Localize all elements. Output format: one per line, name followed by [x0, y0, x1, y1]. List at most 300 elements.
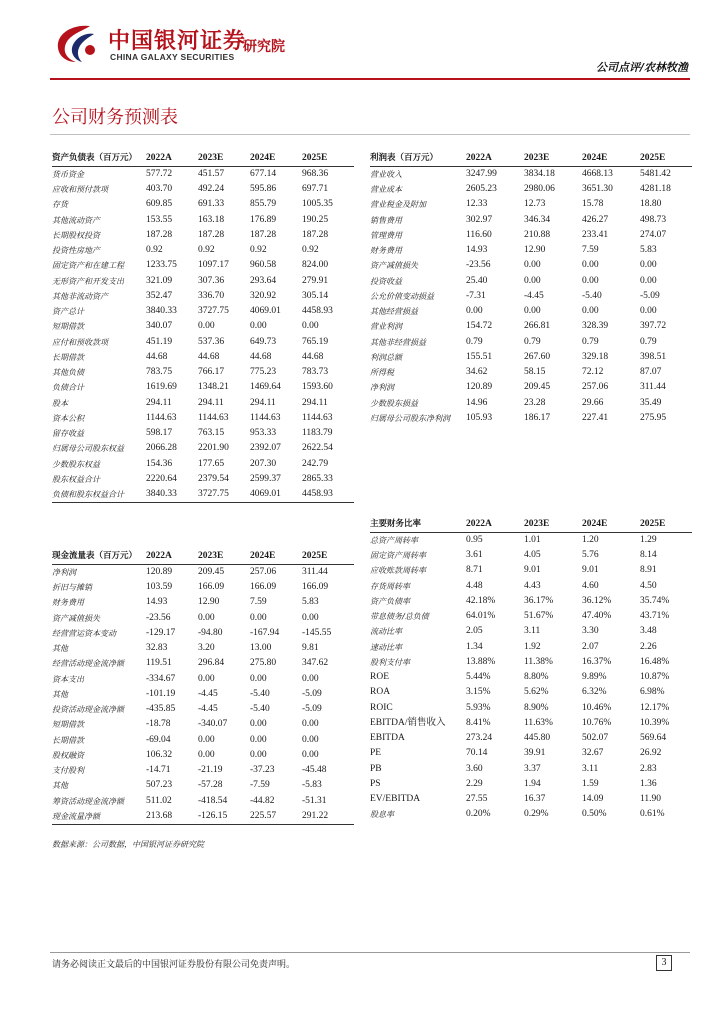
row-label-cell: 短期借款 — [52, 322, 84, 332]
value-cell: 177.65 — [198, 458, 225, 469]
row-label-cell: 带息债务/总负债 — [370, 612, 429, 622]
table-title-cell: 主要财务比率 — [370, 517, 466, 533]
row-label-cell: PB — [370, 763, 382, 774]
value-cell: 783.73 — [302, 367, 329, 378]
value-cell: 511.02 — [146, 795, 172, 806]
value-cell: 0.00 — [582, 275, 599, 286]
row-label-cell: 财务费用 — [52, 598, 84, 608]
value-cell: -5.40 — [250, 688, 270, 699]
value-cell: 3840.33 — [146, 306, 177, 317]
row-label-cell: 资产总计 — [52, 307, 84, 317]
value-cell: 3727.75 — [198, 306, 229, 317]
table-row — [370, 365, 692, 380]
value-cell: 0.00 — [302, 749, 319, 760]
value-cell: 569.64 — [640, 733, 667, 744]
row-label-cell: 资产负债率 — [370, 596, 410, 606]
table-row — [370, 533, 692, 549]
value-cell: 4069.01 — [250, 487, 302, 503]
row-label-cell: 股本 — [52, 398, 68, 408]
value-cell: 266.81 — [524, 321, 551, 332]
value-cell: 51.67% — [524, 611, 554, 622]
value-cell: 12.90 — [524, 245, 546, 256]
value-cell: 1144.63 — [302, 412, 333, 423]
value-cell: -37.23 — [250, 765, 275, 776]
value-cell: 398.51 — [640, 351, 667, 362]
row-label-cell: 资产减值损失 — [52, 613, 100, 623]
table-row — [370, 685, 692, 700]
value-cell: 36.12% — [582, 595, 612, 606]
value-cell: 10.46% — [582, 702, 612, 713]
value-cell: 275.80 — [250, 658, 277, 669]
row-label-cell: 股息率 — [370, 810, 394, 820]
value-cell: 3.48 — [640, 626, 657, 637]
table-row — [370, 594, 692, 609]
table-row — [52, 487, 354, 503]
row-label-cell: 经营活动现金流净额 — [52, 659, 124, 669]
table-row — [52, 565, 354, 581]
value-cell: 166.09 — [198, 582, 225, 593]
cash-flow-table — [52, 549, 354, 825]
value-cell: -44.82 — [250, 795, 275, 806]
value-cell: 766.17 — [198, 367, 225, 378]
value-cell: 1.29 — [640, 535, 657, 545]
value-cell: 0.00 — [466, 306, 483, 317]
value-cell: 34.62 — [466, 367, 488, 378]
table-header-row — [370, 517, 692, 533]
value-cell: 346.34 — [524, 214, 551, 225]
value-cell: 0.79 — [524, 336, 541, 347]
table-row — [370, 624, 692, 639]
row-label-cell: 所得税 — [370, 368, 394, 378]
value-cell: 294.11 — [146, 397, 172, 408]
value-cell: 8.14 — [640, 550, 657, 561]
value-cell: 105.93 — [466, 412, 493, 423]
row-label-cell: 筹资活动现金流净额 — [52, 796, 124, 806]
row-label-cell: 存货 — [52, 200, 68, 210]
value-cell: 1.20 — [582, 535, 599, 545]
value-cell: 11.90 — [640, 794, 662, 805]
value-cell: 13.88% — [466, 656, 496, 667]
value-cell: 2201.90 — [198, 443, 229, 454]
row-label-cell: 净利润 — [52, 568, 76, 577]
table-row — [370, 762, 692, 777]
value-cell: 4.43 — [524, 580, 541, 591]
value-cell: 302.97 — [466, 214, 493, 225]
value-cell: 577.72 — [146, 169, 173, 179]
value-cell: 445.80 — [524, 733, 551, 744]
value-cell: 1.34 — [466, 641, 483, 652]
row-label-cell: PS — [370, 778, 381, 789]
value-cell: 0.00 — [302, 612, 319, 623]
value-cell: 4458.93 — [302, 487, 354, 503]
table-row — [370, 304, 692, 319]
value-cell: 3840.33 — [146, 487, 198, 503]
value-cell: 2066.28 — [146, 443, 177, 454]
disclaimer-text: 请务必阅读正文最后的中国银河证券股份有限公司免责声明。 — [52, 960, 296, 970]
value-cell: -23.56 — [466, 260, 491, 271]
value-cell: 609.85 — [146, 199, 173, 210]
row-label-cell: 经营营运资本变动 — [52, 628, 116, 638]
row-label-cell: 货币资金 — [52, 170, 84, 179]
value-cell: 3834.18 — [524, 169, 555, 179]
value-cell: 16.37% — [582, 656, 612, 667]
row-label-cell: 股利支付率 — [370, 657, 410, 667]
value-cell: 87.07 — [640, 367, 662, 378]
value-cell: 537.36 — [198, 336, 225, 347]
value-cell: 0.00 — [302, 673, 319, 684]
year-header-cell: 2023E — [524, 517, 582, 533]
value-cell: 8.80% — [524, 672, 549, 683]
value-cell: 649.73 — [250, 336, 277, 347]
value-cell: 2.29 — [466, 778, 483, 789]
value-cell: 294.11 — [250, 397, 276, 408]
source-note: 数据来源：公司数据，中国银河证券研究院 — [52, 840, 204, 849]
value-cell: 227.41 — [582, 412, 609, 423]
value-cell: -18.78 — [146, 719, 171, 730]
value-cell: 35.74% — [640, 595, 670, 606]
row-label-cell: 资本公积 — [52, 413, 84, 423]
value-cell: -418.54 — [198, 795, 228, 806]
table-row — [370, 197, 692, 212]
row-label-cell: 归属母公司股东权益 — [52, 444, 124, 454]
value-cell: 960.58 — [250, 260, 277, 271]
value-cell: 242.79 — [302, 458, 329, 469]
title-divider — [50, 134, 690, 135]
value-cell: -129.17 — [146, 627, 176, 638]
value-cell: 7.59 — [250, 597, 267, 608]
value-cell: 14.96 — [466, 397, 488, 408]
value-cell: 15.78 — [582, 199, 604, 210]
value-cell: 2379.54 — [198, 473, 229, 484]
table-header-row — [52, 549, 354, 565]
value-cell: 6.98% — [640, 687, 665, 698]
value-cell: 0.00 — [640, 275, 657, 286]
value-cell: 352.47 — [146, 290, 173, 301]
value-cell: 1.59 — [582, 778, 599, 789]
value-cell: 5.76 — [582, 550, 599, 561]
value-cell: 10.87% — [640, 672, 670, 683]
year-header-cell: 2025E — [302, 151, 354, 167]
value-cell: 35.49 — [640, 397, 662, 408]
row-label-cell: 投资活动现金流净额 — [52, 705, 124, 715]
value-cell: 14.93 — [466, 245, 488, 256]
value-cell: 3.11 — [582, 763, 599, 774]
value-cell: 1144.63 — [198, 412, 229, 423]
value-cell: -5.40 — [582, 290, 602, 301]
value-cell: 23.28 — [524, 397, 546, 408]
value-cell: 58.15 — [524, 367, 546, 378]
row-label-cell: PE — [370, 748, 382, 759]
table-row — [52, 289, 354, 304]
value-cell: 8.90% — [524, 702, 549, 713]
table-row — [370, 640, 692, 655]
value-cell: 27.55 — [466, 794, 488, 805]
value-cell: 305.14 — [302, 290, 329, 301]
row-label-cell: 应收和预付款项 — [52, 185, 108, 195]
value-cell: 0.20% — [466, 809, 491, 820]
value-cell: 9.81 — [302, 643, 319, 654]
row-label-cell: 公允价值变动损益 — [370, 291, 434, 301]
value-cell: -23.56 — [146, 612, 171, 623]
table-row — [52, 197, 354, 212]
table-row — [370, 807, 692, 822]
table-row — [370, 792, 692, 807]
row-label-cell: 净利润 — [370, 383, 394, 393]
value-cell: 213.68 — [146, 809, 198, 825]
value-cell: 1619.69 — [146, 382, 177, 393]
table-row — [370, 167, 692, 183]
value-cell: 25.40 — [466, 275, 488, 286]
row-label-cell: 支付股利 — [52, 766, 84, 776]
row-label-cell: 应付和预收款项 — [52, 337, 108, 347]
report-type: 公司点评/农林牧渔 — [595, 61, 688, 74]
value-cell: 0.00 — [198, 673, 215, 684]
balance-sheet-table — [52, 151, 354, 503]
value-cell: 4668.13 — [582, 169, 613, 179]
row-label-cell: ROA — [370, 687, 391, 698]
row-label-cell: 股东权益合计 — [52, 474, 100, 484]
value-cell: 294.11 — [302, 397, 328, 408]
value-cell: 397.72 — [640, 321, 667, 332]
year-header-cell: 2023E — [198, 549, 250, 565]
table-row — [52, 641, 354, 656]
value-cell: -7.59 — [250, 780, 270, 791]
value-cell: 47.40% — [582, 611, 612, 622]
row-label-cell: 归属母公司股东净利润 — [370, 413, 450, 423]
value-cell: 296.84 — [198, 658, 225, 669]
value-cell: 0.00 — [582, 260, 599, 271]
value-cell: -4.45 — [198, 704, 218, 715]
row-label-cell: 固定资产周转率 — [370, 551, 426, 561]
value-cell: 8.91 — [640, 565, 657, 576]
row-label-cell: 营业成本 — [370, 185, 402, 195]
value-cell: 775.23 — [250, 367, 277, 378]
value-cell: 44.68 — [250, 351, 272, 362]
table-row — [52, 457, 354, 472]
value-cell: 3.20 — [198, 643, 215, 654]
table-row — [52, 274, 354, 289]
value-cell: 42.18% — [466, 595, 496, 606]
value-cell: 0.00 — [524, 275, 541, 286]
row-label-cell: ROIC — [370, 702, 393, 713]
value-cell: 12.73 — [524, 199, 546, 210]
value-cell: 2980.06 — [524, 184, 555, 195]
value-cell: 0.00 — [250, 612, 267, 623]
year-header-cell: 2022A — [466, 151, 524, 167]
footer-divider — [50, 952, 690, 953]
value-cell: 0.00 — [250, 321, 267, 332]
year-header-cell: 2024E — [250, 151, 302, 167]
table-row — [370, 609, 692, 624]
value-cell: 1.92 — [524, 641, 541, 652]
value-cell: 166.09 — [302, 582, 329, 593]
value-cell: -101.19 — [146, 688, 176, 699]
value-cell: 403.70 — [146, 184, 173, 195]
value-cell: 155.51 — [466, 351, 493, 362]
row-label-cell: 其他 — [52, 781, 68, 791]
value-cell: -4.45 — [198, 688, 218, 699]
value-cell: 1593.60 — [302, 382, 333, 393]
table-row — [370, 228, 692, 243]
value-cell: 451.19 — [146, 336, 173, 347]
table-header-row — [370, 151, 692, 167]
value-cell: 0.92 — [146, 245, 163, 256]
value-cell: 855.79 — [250, 199, 277, 210]
row-label-cell: 股权融资 — [52, 750, 84, 760]
value-cell: 3.60 — [466, 763, 483, 774]
value-cell: 43.71% — [640, 611, 670, 622]
value-cell: 0.95 — [466, 535, 483, 545]
table-row — [370, 335, 692, 350]
value-cell: 4069.01 — [250, 306, 281, 317]
value-cell: 119.51 — [146, 658, 172, 669]
value-cell: 11.63% — [524, 717, 553, 728]
value-cell: -69.04 — [146, 734, 171, 745]
table-row — [370, 350, 692, 365]
value-cell: 3727.75 — [198, 487, 250, 503]
table-row — [52, 304, 354, 319]
value-cell: 70.14 — [466, 748, 488, 759]
value-cell: 328.39 — [582, 321, 609, 332]
row-label-cell: 流动比率 — [370, 627, 402, 637]
value-cell: -340.07 — [198, 719, 228, 730]
table-row — [52, 672, 354, 687]
row-label-cell: EBITDA/销售收入 — [370, 717, 446, 728]
value-cell: 120.89 — [146, 567, 173, 577]
value-cell: -145.55 — [302, 627, 332, 638]
table-row — [370, 319, 692, 334]
table-row — [52, 365, 354, 380]
value-cell: 0.50% — [582, 809, 607, 820]
table-row — [370, 380, 692, 395]
value-cell: 0.00 — [250, 673, 267, 684]
value-cell: 0.00 — [250, 734, 267, 745]
table-row — [52, 441, 354, 456]
value-cell: 1.36 — [640, 778, 657, 789]
year-header-cell: 2022A — [146, 549, 198, 565]
value-cell: 2605.23 — [466, 184, 497, 195]
value-cell: -126.15 — [198, 809, 250, 825]
value-cell: 5.44% — [466, 672, 491, 683]
value-cell: 451.57 — [198, 169, 225, 179]
table-row — [370, 655, 692, 670]
value-cell: 697.71 — [302, 184, 329, 195]
value-cell: 120.89 — [466, 382, 493, 393]
value-cell: 595.86 — [250, 184, 277, 195]
value-cell: 598.17 — [146, 428, 173, 439]
value-cell: 2392.07 — [250, 443, 281, 454]
row-label-cell: 存货周转率 — [370, 581, 410, 591]
value-cell: 2.07 — [582, 641, 599, 652]
row-label-cell: 长期股权投资 — [52, 230, 100, 240]
value-cell: -167.94 — [250, 627, 280, 638]
value-cell: 154.36 — [146, 458, 173, 469]
year-header-cell: 2022A — [466, 517, 524, 533]
row-label-cell: 其他非经营损益 — [370, 337, 426, 347]
table-row — [370, 258, 692, 273]
value-cell: 0.00 — [582, 306, 599, 317]
table-row — [52, 167, 354, 183]
value-cell: 11.38% — [524, 656, 553, 667]
page-header — [0, 0, 724, 80]
row-label-cell: 折旧与摊销 — [52, 583, 92, 593]
table-row — [370, 563, 692, 578]
table-row — [370, 746, 692, 761]
value-cell: 1.94 — [524, 778, 541, 789]
value-cell: 426.27 — [582, 214, 609, 225]
value-cell: 2865.33 — [302, 473, 333, 484]
table-row — [52, 794, 354, 809]
table-row — [52, 213, 354, 228]
row-label-cell: 无形资产和开发支出 — [52, 276, 124, 286]
value-cell: 0.00 — [198, 321, 215, 332]
value-cell: 36.17% — [524, 595, 554, 606]
value-cell: 16.37 — [524, 794, 546, 805]
value-cell: -5.09 — [302, 688, 322, 699]
table-row — [370, 213, 692, 228]
value-cell: 44.68 — [146, 351, 168, 362]
table-row — [52, 335, 354, 350]
value-cell: 0.79 — [640, 336, 657, 347]
value-cell: 1233.75 — [146, 260, 177, 271]
value-cell: 9.01 — [582, 565, 599, 576]
value-cell: 336.70 — [198, 290, 225, 301]
row-label-cell: 其他负债 — [52, 368, 84, 378]
brand-name-en: CHINA GALAXY SECURITIES — [110, 52, 235, 62]
row-label-cell: 销售费用 — [370, 215, 402, 225]
table-row — [52, 595, 354, 610]
row-label-cell: 短期借款 — [52, 720, 84, 730]
value-cell: 1005.35 — [302, 199, 333, 210]
value-cell: 0.61% — [640, 809, 665, 820]
value-cell: 320.92 — [250, 290, 277, 301]
value-cell: -4.45 — [524, 290, 544, 301]
value-cell: -51.31 — [302, 795, 327, 806]
year-header-cell: 2022A — [146, 151, 198, 167]
value-cell: 176.89 — [250, 214, 277, 225]
value-cell: 4.48 — [466, 580, 483, 591]
table-row — [370, 243, 692, 258]
value-cell: 5.93% — [466, 702, 491, 713]
value-cell: 12.33 — [466, 199, 488, 210]
value-cell: 968.36 — [302, 169, 329, 179]
table-row — [52, 319, 354, 334]
value-cell: 29.66 — [582, 397, 604, 408]
value-cell: 3247.99 — [466, 169, 497, 179]
table-title-cell: 资产负债表（百万元） — [52, 151, 146, 167]
row-label-cell: 固定资产和在建工程 — [52, 261, 124, 271]
year-header-cell: 2024E — [582, 517, 640, 533]
value-cell: -57.28 — [198, 780, 223, 791]
value-cell: -435.85 — [146, 704, 176, 715]
value-cell: 3651.30 — [582, 184, 613, 195]
value-cell: 14.93 — [146, 597, 168, 608]
value-cell: -94.80 — [198, 627, 223, 638]
table-row — [370, 670, 692, 685]
row-label-cell: 少数股东损益 — [370, 398, 418, 408]
value-cell: 0.92 — [250, 245, 267, 256]
row-label-cell: ROE — [370, 672, 389, 683]
value-cell: 0.92 — [302, 245, 319, 256]
value-cell: 12.17% — [640, 702, 670, 713]
value-cell: -14.71 — [146, 765, 171, 776]
value-cell: -334.67 — [146, 673, 176, 684]
row-label-cell: 留存收益 — [52, 429, 84, 439]
value-cell: 274.07 — [640, 229, 667, 240]
value-cell: 257.06 — [250, 567, 277, 577]
table-row — [370, 579, 692, 594]
value-cell: 64.01% — [466, 611, 496, 622]
